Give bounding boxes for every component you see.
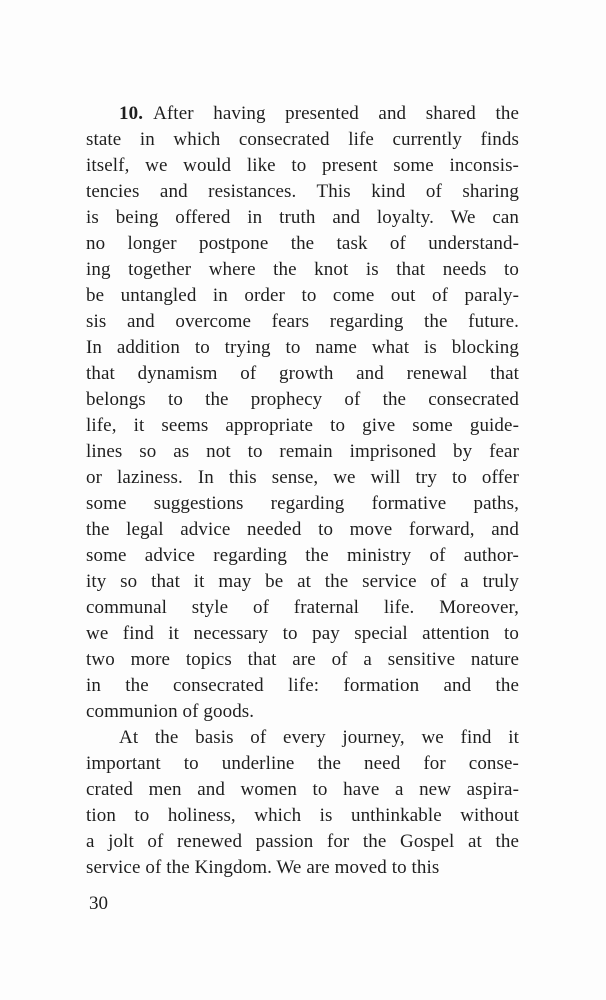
text-line: belongs to the prophecy of the consecrated bbox=[86, 389, 519, 410]
text-line: itself, we would like to present some inconsis- bbox=[86, 155, 519, 176]
text-line: sis and overcome fears regarding the future. bbox=[86, 311, 519, 332]
text-line: we find it necessary to pay special attention to bbox=[86, 623, 519, 644]
text-line: ing together where the knot is that needs to bbox=[86, 259, 519, 280]
text-line: state in which consecrated life currently finds bbox=[86, 129, 519, 150]
text-line: a jolt of renewed passion for the Gospel at the bbox=[86, 831, 519, 852]
text-line: some advice regarding the ministry of author- bbox=[86, 545, 519, 566]
text-line: is being offered in truth and loyalty. We can bbox=[86, 207, 519, 228]
text-line: important to underline the need for conse- bbox=[86, 753, 519, 774]
body-text bbox=[86, 101, 519, 881]
text-line: crated men and women to have a new aspira- bbox=[86, 779, 519, 800]
page-number: 30 bbox=[89, 893, 108, 914]
text-line: be untangled in order to come out of paraly- bbox=[86, 285, 519, 306]
text-line: tion to holiness, which is unthinkable without bbox=[86, 805, 519, 826]
text-line: At the basis of every journey, we find it bbox=[119, 727, 519, 748]
text-line: lines so as not to remain imprisoned by fear bbox=[86, 441, 519, 462]
text-line: in the consecrated life: formation and the bbox=[86, 675, 519, 696]
text-line: two more topics that are of a sensitive nature bbox=[86, 649, 519, 670]
text-line: communion of goods. bbox=[86, 701, 255, 722]
text-line: that dynamism of growth and renewal that bbox=[86, 363, 519, 384]
text-line: In addition to trying to name what is blocking bbox=[86, 337, 519, 358]
text-line: communal style of fraternal life. Moreover, bbox=[86, 597, 519, 618]
text-line: some suggestions regarding formative paths, bbox=[86, 493, 519, 514]
text-line: ity so that it may be at the service of a truly bbox=[86, 571, 519, 592]
text-line: the legal advice needed to move forward, and bbox=[86, 519, 519, 540]
text-line: or laziness. In this sense, we will try to offer bbox=[86, 467, 519, 488]
text-line: life, it seems appropriate to give some guide- bbox=[86, 415, 519, 436]
text-line: no longer postpone the task of understand- bbox=[86, 233, 519, 254]
paragraph-number: 10. bbox=[119, 103, 144, 124]
text-line: 10. After having presented and shared the bbox=[119, 103, 519, 124]
text-line: service of the Kingdom. We are moved to this bbox=[86, 857, 440, 878]
text-line: tencies and resistances. This kind of sharing bbox=[86, 181, 519, 202]
